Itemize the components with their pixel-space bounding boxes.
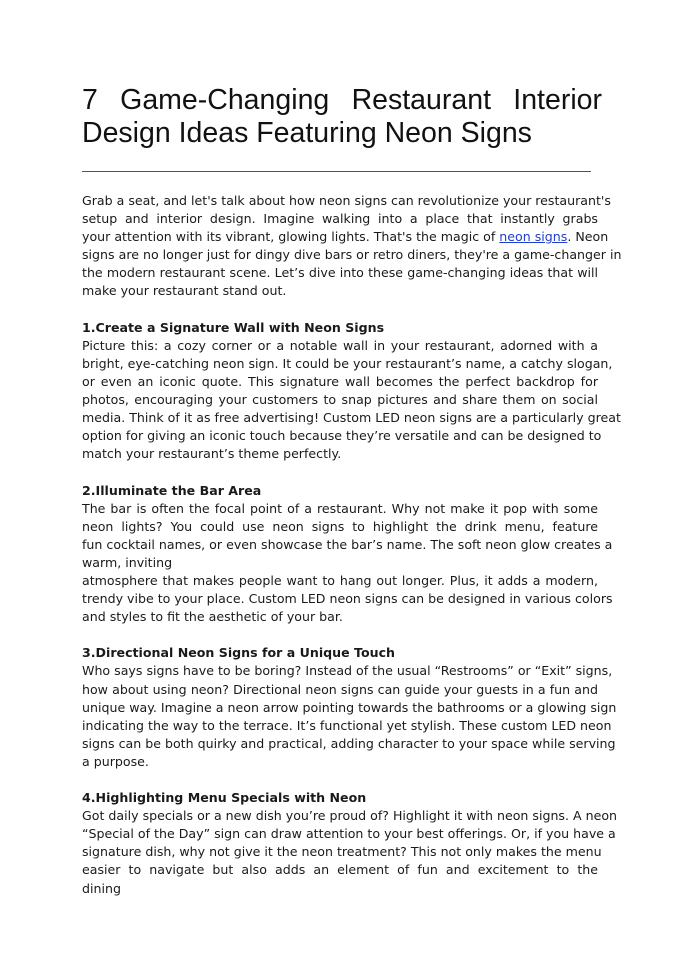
text-line: fun cocktail names, or even showcase the bar’s name. The soft neon glow creates a [82, 536, 613, 552]
text-line: unique way. Imagine a neon arrow pointing towards the bathrooms or a glowing sign [82, 699, 617, 715]
text-line: a purpose. [82, 753, 149, 769]
text-line: setup and interior design. Imagine walking into a place that instantly grabs [82, 211, 598, 227]
title-divider [82, 171, 591, 172]
section-heading: 1.Create a Signature Wall with Neon Signs [82, 319, 385, 335]
text-line: warm, inviting [82, 554, 173, 570]
text-fragment: your attention with its vibrant, glowing lights. That's the magic of [82, 229, 500, 245]
text-line: atmosphere that makes people want to hang out longer. Plus, it adds a modern, [82, 572, 598, 588]
neon-signs-link[interactable]: neon signs [499, 229, 568, 245]
text-line: how about using neon? Directional neon signs can guide your guests in a fun and [82, 681, 598, 697]
text-line: easier to navigate but also adds an element of fun and excitement to the [82, 862, 598, 878]
text-line: and styles to fit the aesthetic of your bar. [82, 609, 343, 625]
title-line: 7 Game-Changing Restaurant Interior [82, 84, 602, 116]
text-line: trendy vibe to your place. Custom LED neon signs can be designed in various colors [82, 591, 613, 607]
text-line: neon lights? You could use neon signs to highlight the drink menu, feature [82, 518, 598, 534]
text-line: Picture this: a cozy corner or a notable wall in your restaurant, adorned with a [82, 337, 598, 353]
text-line: “Special of the Day” sign can draw attention to your best offerings. Or, if you have a [82, 826, 616, 842]
text-line [82, 228, 609, 246]
intro-paragraph [82, 192, 622, 301]
text-fragment: . Neon [567, 229, 609, 245]
text-line: make your restaurant stand out. [82, 283, 287, 299]
section-heading: 3.Directional Neon Signs for a Unique Touch [82, 645, 396, 661]
text-line: signature dish, why not give it the neon treatment? This not only makes the menu [82, 844, 602, 860]
text-line: match your restaurant’s theme perfectly. [82, 446, 342, 462]
text-line: bright, eye-catching neon sign. It could be your restaurant’s name, a catchy slogan, [82, 355, 613, 371]
text-line: Who says signs have to be boring? Instead of the usual “Restrooms” or “Exit” signs, [82, 663, 613, 679]
text-line: Grab a seat, and let's talk about how neon signs can revolutionize your restaurant's [82, 193, 611, 208]
article-body [82, 192, 622, 898]
text-line: indicating the way to the terrace. It’s functional yet stylish. These custom LED neon [82, 717, 612, 733]
section-menu-specials [82, 789, 618, 898]
text-line: signs are no longer just for dingy dive bars or retro diners, they're a game-changer in [82, 247, 622, 263]
section-signature-wall [82, 319, 621, 464]
text-line: Got daily specials or a new dish you’re proud of? Highlight it with neon signs. A neon [82, 808, 618, 824]
text-line: signs can be both quirky and practical, adding character to your space while serving [82, 735, 616, 751]
title-line: Design Ideas Featuring Neon Signs [82, 117, 532, 149]
text-line: photos, encouraging your customers to snap pictures and share them on social [82, 392, 598, 408]
text-line: media. Think of it as free advertising! Custom LED neon signs are a particularly great [82, 410, 621, 426]
text-line: the modern restaurant scene. Let’s dive into these game-changing ideas that will [82, 265, 598, 281]
text-line: The bar is often the focal point of a restaurant. Why not make it pop with some [82, 500, 598, 516]
section-directional-signs [82, 644, 617, 771]
section-bar-area [82, 482, 613, 627]
text-line: dining [82, 880, 121, 896]
text-line: or even an iconic quote. This signature wall becomes the perfect backdrop for [82, 373, 598, 389]
section-heading: 2.Illuminate the Bar Area [82, 482, 262, 498]
article-title [82, 84, 602, 150]
text-line: option for giving an iconic touch because they’re versatile and can be designed to [82, 428, 602, 444]
section-heading: 4.Highlighting Menu Specials with Neon [82, 790, 367, 806]
